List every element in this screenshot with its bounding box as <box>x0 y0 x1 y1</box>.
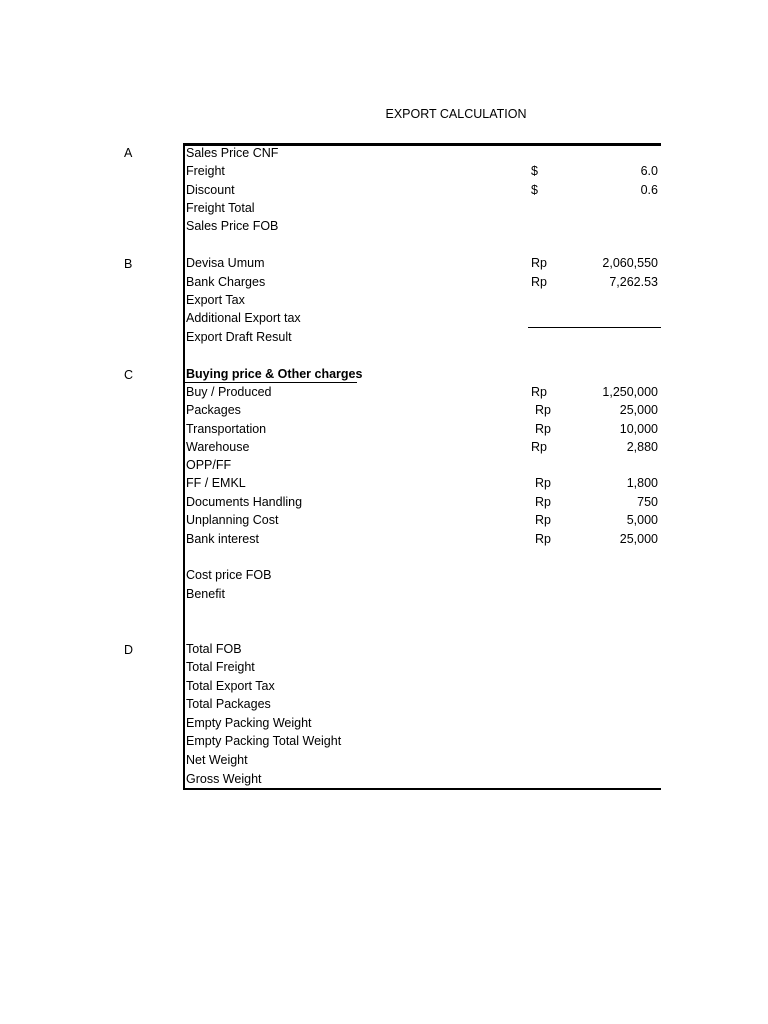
row-label: Sales Price CNF <box>186 146 279 160</box>
subtotal-rule <box>528 327 661 328</box>
row-value: 10,000 <box>619 422 658 436</box>
row-label: Export Tax <box>186 293 245 307</box>
row-label: Bank interest <box>186 532 259 546</box>
row-value: 7,262.53 <box>609 275 658 289</box>
row-currency: Rp <box>535 476 551 490</box>
row-label: Unplanning Cost <box>186 513 279 527</box>
section-label-d: D <box>124 643 134 657</box>
table-left-border <box>183 143 185 790</box>
row-label: FF / EMKL <box>186 476 246 490</box>
row-currency: $ <box>531 164 538 178</box>
row-label: Buy / Produced <box>186 385 272 399</box>
row-label: Total Freight <box>186 660 255 674</box>
row-value: 2,880 <box>626 440 658 454</box>
row-label: Net Weight <box>186 753 248 767</box>
row-label: Total Export Tax <box>186 679 275 693</box>
row-currency: Rp <box>531 440 547 454</box>
row-label: Devisa Umum <box>186 256 265 270</box>
row-label: Freight <box>186 164 225 178</box>
row-value: 2,060,550 <box>602 256 658 270</box>
row-label: Additional Export tax <box>186 311 301 325</box>
row-currency: Rp <box>535 495 551 509</box>
row-currency: Rp <box>531 385 547 399</box>
row-label: Total FOB <box>186 642 242 656</box>
section-label-a: A <box>124 146 133 160</box>
row-label: Warehouse <box>186 440 250 454</box>
row-label: Benefit <box>186 587 225 601</box>
section-label-c: C <box>124 368 134 382</box>
page-title: EXPORT CALCULATION <box>385 107 527 121</box>
row-value: 25,000 <box>619 403 658 417</box>
row-currency: Rp <box>535 422 551 436</box>
row-label: Transportation <box>186 422 267 436</box>
row-label: Total Packages <box>186 697 271 711</box>
row-currency: $ <box>531 183 538 197</box>
row-currency: Rp <box>535 532 551 546</box>
row-currency: Rp <box>535 513 551 527</box>
row-label: Cost price FOB <box>186 568 272 582</box>
row-currency: Rp <box>535 403 551 417</box>
row-currency: Rp <box>531 275 547 289</box>
row-label: Gross Weight <box>186 772 262 786</box>
row-value: 0.6 <box>640 183 658 197</box>
row-label: Documents Handling <box>186 495 303 509</box>
row-label: Empty Packing Total Weight <box>186 734 342 748</box>
section-label-b: B <box>124 257 133 271</box>
row-label: Sales Price FOB <box>186 219 279 233</box>
row-label: Discount <box>186 183 235 197</box>
row-value: 6.0 <box>640 164 658 178</box>
heading-underline <box>185 382 357 383</box>
row-value: 1,250,000 <box>602 385 658 399</box>
row-currency: Rp <box>531 256 547 270</box>
row-value: 750 <box>637 495 658 509</box>
table-bottom-border <box>183 788 661 790</box>
row-value: 1,800 <box>626 476 658 490</box>
row-label: Export Draft Result <box>186 330 292 344</box>
row-label: Empty Packing Weight <box>186 716 312 730</box>
section-heading: Buying price & Other charges <box>186 367 363 381</box>
row-label: Freight Total <box>186 201 255 215</box>
row-value: 5,000 <box>626 513 658 527</box>
row-value: 25,000 <box>619 532 658 546</box>
row-label: Bank Charges <box>186 275 266 289</box>
row-label: Packages <box>186 403 241 417</box>
row-label: OPP/FF <box>186 458 232 472</box>
